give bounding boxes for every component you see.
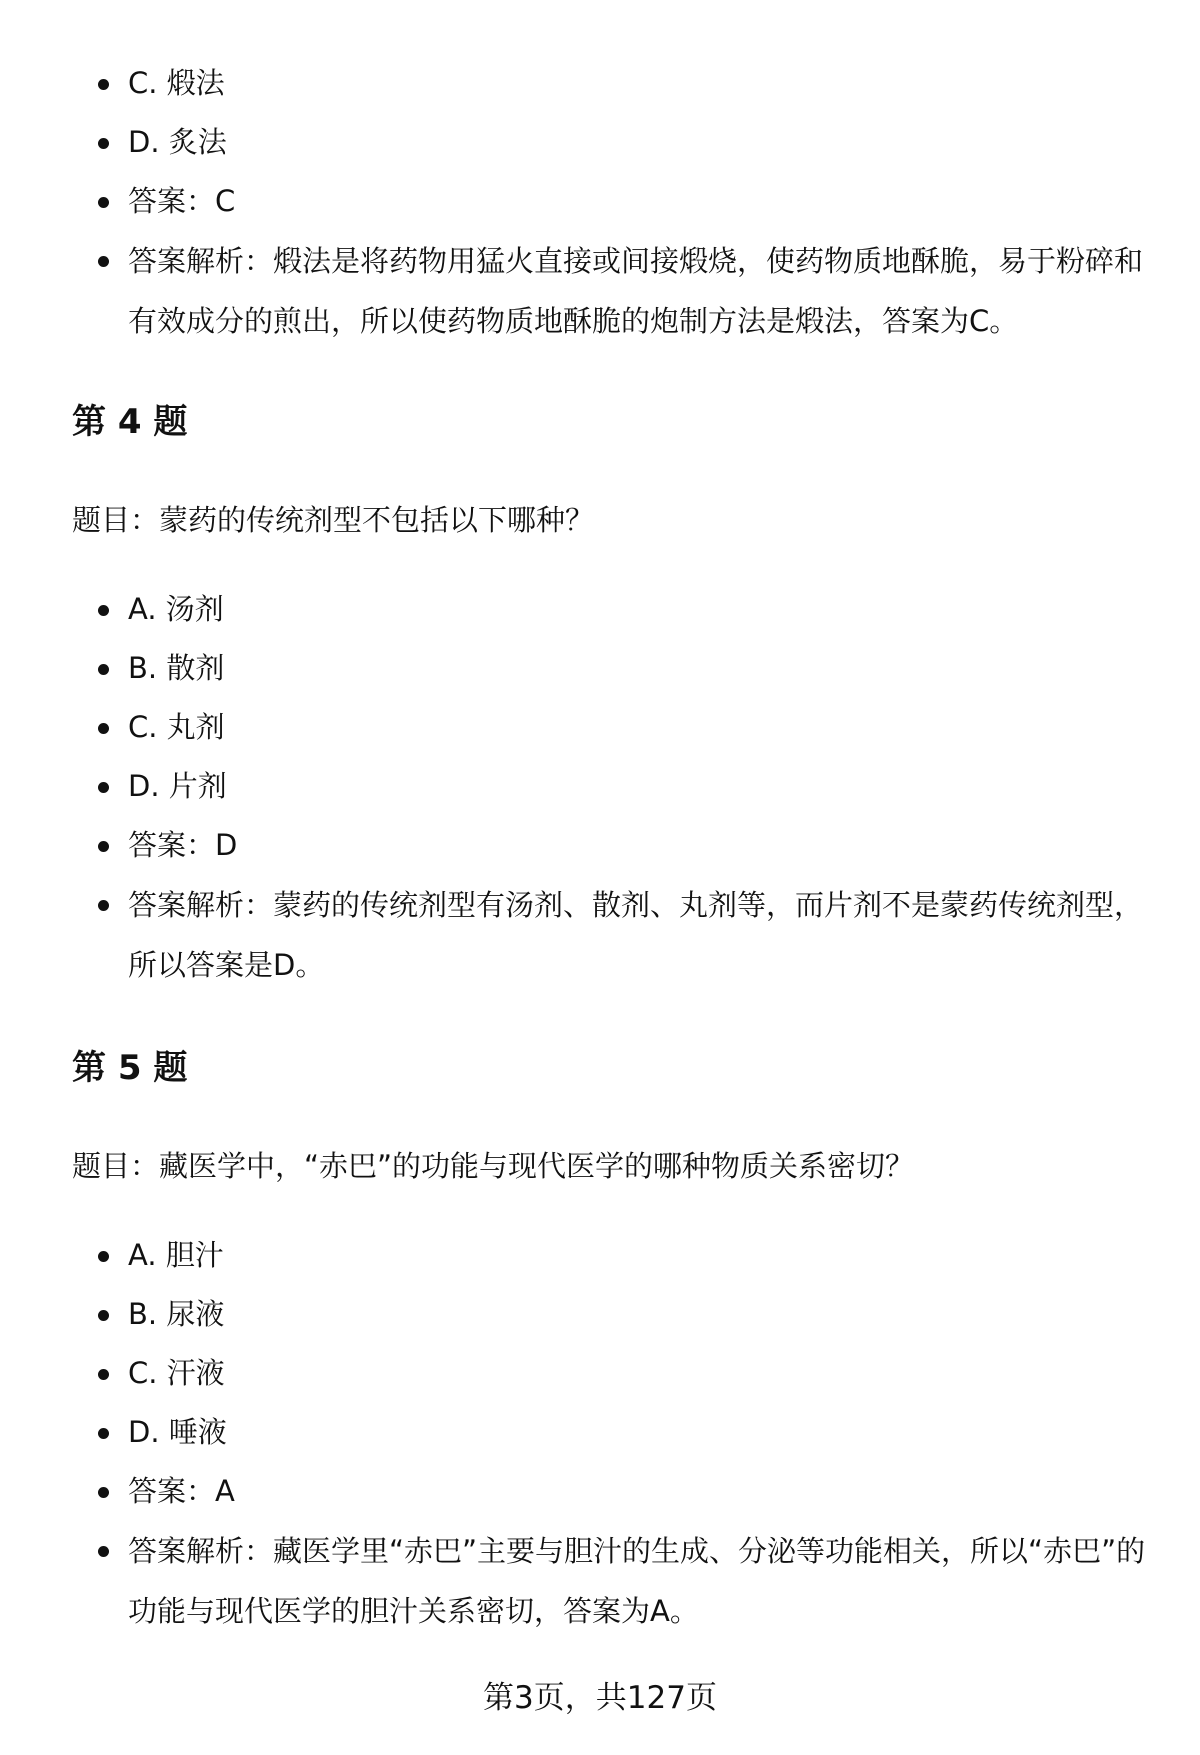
explanation-text: 答案解析：藏医学里“赤巴”主要与胆汁的生成、分泌等功能相关，所以“赤巴”的功能与现代医学的胆汁关系密切，答案为A。 [128, 1534, 1146, 1628]
option-text: D. 炙法 [128, 125, 227, 159]
option-d [72, 113, 1152, 172]
option-text: B. 尿液 [128, 1297, 225, 1331]
bullet-icon [98, 1487, 109, 1498]
option-text: D. 唾液 [128, 1415, 227, 1449]
answer [72, 172, 1152, 231]
option-c [72, 54, 1152, 113]
answer-text: 答案：C [128, 184, 236, 218]
bullet-icon [98, 256, 109, 267]
bullet-icon [98, 723, 109, 734]
question-5-list [72, 1226, 1152, 1641]
bullet-icon [98, 782, 109, 793]
bullet-icon [98, 841, 109, 852]
bullet-icon [98, 1428, 109, 1439]
explanation-text: 答案解析：煅法是将药物用猛火直接或间接煅烧，使药物质地酥脆，易于粉碎和有效成分的煎出，所以使药物质地酥脆的炮制方法是煅法，答案为C。 [128, 244, 1144, 338]
option-b [72, 1285, 1152, 1344]
explanation [72, 1521, 1152, 1641]
option-text: C. 丸剂 [128, 710, 225, 744]
bullet-icon [98, 79, 109, 90]
explanation [72, 875, 1152, 995]
question-4-text: 题目：蒙药的传统剂型不包括以下哪种？ [72, 503, 595, 537]
option-text: B. 散剂 [128, 651, 225, 685]
question-5-text: 题目：藏医学中，“赤巴”的功能与现代医学的哪种物质关系密切？ [72, 1149, 915, 1183]
option-text: A. 胆汁 [128, 1238, 224, 1272]
explanation [72, 231, 1152, 351]
option-text: C. 煅法 [128, 66, 225, 100]
question-4-list [72, 580, 1152, 995]
question-5-heading: 第 5 题 [72, 1048, 188, 1088]
option-d [72, 757, 1152, 816]
answer-text: 答案：D [128, 828, 238, 862]
bullet-icon [98, 1546, 109, 1557]
bullet-icon [98, 900, 109, 911]
bullet-icon [98, 605, 109, 616]
option-d [72, 1403, 1152, 1462]
explanation-text: 答案解析：蒙药的传统剂型有汤剂、散剂、丸剂等，而片剂不是蒙药传统剂型，所以答案是D。 [128, 888, 1144, 982]
answer [72, 816, 1152, 875]
bullet-icon [98, 1369, 109, 1380]
bullet-icon [98, 197, 109, 208]
option-text: C. 汗液 [128, 1356, 225, 1390]
option-c [72, 698, 1152, 757]
option-a [72, 1226, 1152, 1285]
bullet-icon [98, 138, 109, 149]
option-text: D. 片剂 [128, 769, 227, 803]
question-3-list [72, 54, 1152, 351]
bullet-icon [98, 1310, 109, 1321]
option-a [72, 580, 1152, 639]
question-4-heading: 第 4 题 [72, 402, 188, 442]
bullet-icon [98, 664, 109, 675]
answer [72, 1462, 1152, 1521]
option-b [72, 639, 1152, 698]
option-text: A. 汤剂 [128, 592, 224, 626]
answer-text: 答案：A [128, 1474, 235, 1508]
page-number: 第3页，共127页 [483, 1680, 717, 1716]
bullet-icon [98, 1251, 109, 1262]
option-c [72, 1344, 1152, 1403]
